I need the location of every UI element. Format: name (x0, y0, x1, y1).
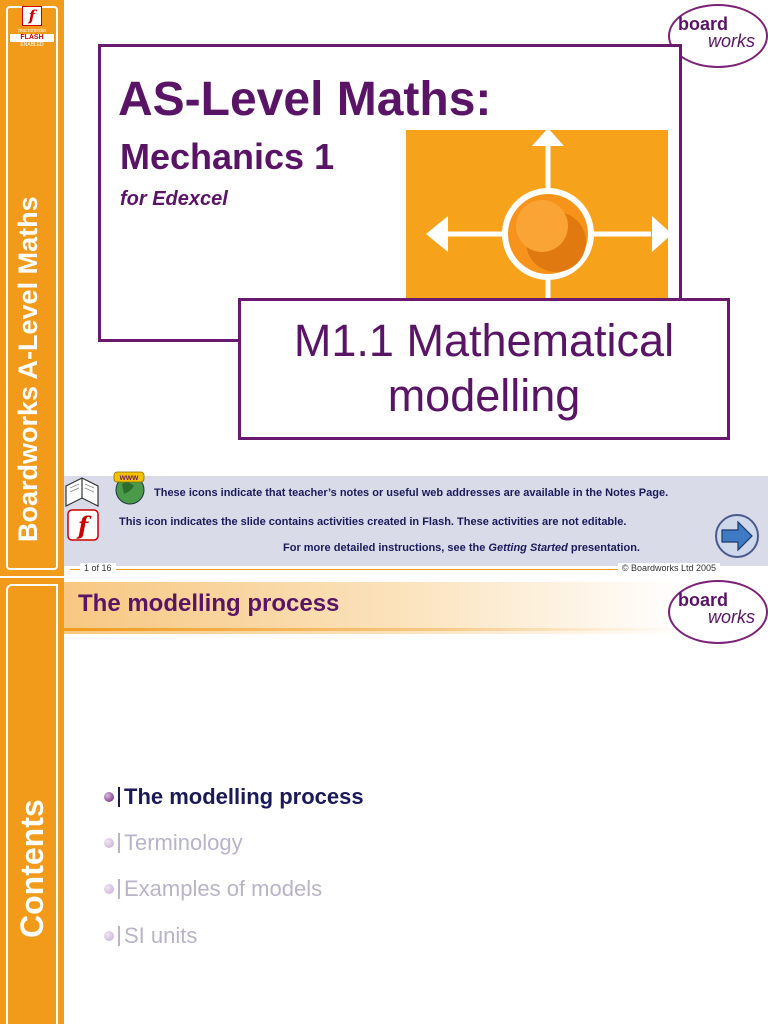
topic-title-line2: modelling (387, 370, 581, 421)
flash-logo-bottom: ENABLED (20, 42, 44, 48)
flash-enabled-logo (8, 6, 56, 60)
flash-logo-middle: FLASH (10, 34, 54, 42)
copyright: © Boardworks Ltd 2005 (618, 563, 720, 573)
forces-diagram-icon (406, 130, 668, 300)
page-number: 1 of 16 (80, 563, 116, 573)
slide-title: The modelling process (78, 590, 340, 617)
header-rule (64, 628, 684, 631)
more-info-suffix: presentation. (567, 542, 640, 554)
bullet-bar (118, 879, 120, 899)
svg-text:www: www (119, 473, 139, 482)
logo-word-board: board (678, 14, 729, 34)
more-info-text (283, 542, 640, 554)
logo-word-board: board (678, 590, 729, 610)
svg-text:f: f (77, 511, 89, 540)
bullet-bar (118, 926, 120, 946)
contents-sidebar-title: Contents (14, 799, 50, 938)
slide-footer (70, 564, 720, 576)
bullet-icon (104, 792, 114, 802)
more-info-prefix: For more detailed instructions, see the (283, 542, 489, 554)
boardworks-logo (668, 4, 768, 68)
boardworks-logo (668, 580, 768, 644)
course-title: AS-Level Maths: (118, 73, 492, 126)
topic-title-line1: M1.1 Mathematical (293, 315, 675, 366)
flash-logo-top: macromedia (18, 28, 46, 34)
bullet-icon (104, 931, 114, 941)
menu-item-label: Examples of models (124, 876, 323, 901)
bullet-icon (104, 884, 114, 894)
topic-frame (238, 298, 730, 440)
menu-item-label: The modelling process (124, 784, 364, 809)
flash-icon (68, 510, 98, 540)
bullet-bar (118, 833, 120, 853)
flash-info-text: This icon indicates the slide contains activities created in Flash. These activities are not editable. (119, 516, 627, 528)
getting-started-reference: Getting Started (488, 542, 568, 554)
bullet-bar (118, 787, 120, 807)
menu-item-label: SI units (124, 923, 198, 948)
logo-word-works: works (708, 31, 756, 51)
sidebar-title: Boardworks A-Level Maths (13, 196, 43, 542)
instructions-band (64, 476, 768, 566)
menu-item-label: Terminology (124, 830, 243, 855)
notes-info-text: These icons indicate that teacher’s notes or useful web addresses are available in the Notes Page. (154, 487, 669, 499)
module-title: Mechanics 1 (120, 136, 335, 177)
logo-word-works: works (708, 607, 756, 627)
next-slide-button[interactable] (712, 512, 762, 560)
menu-item-modelling-process[interactable] (104, 782, 364, 812)
menu-item-terminology[interactable] (104, 828, 243, 858)
menu-item-examples-of-models[interactable] (104, 874, 322, 904)
bullet-icon (104, 838, 114, 848)
info-icons (64, 466, 154, 574)
flash-icon: f (22, 6, 42, 26)
exam-board: for Edexcel (120, 188, 228, 210)
book-icon (66, 478, 98, 506)
menu-item-si-units[interactable] (104, 921, 197, 951)
globe-icon (114, 472, 144, 504)
